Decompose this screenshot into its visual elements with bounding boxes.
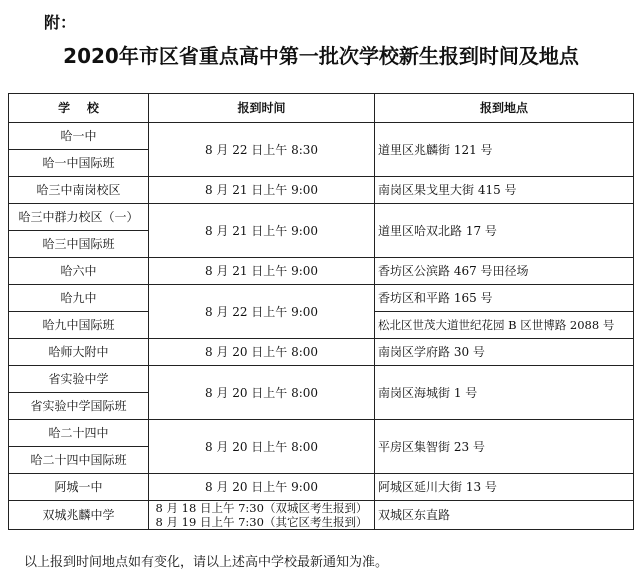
header-location: 报到地点 [375, 94, 634, 123]
school-cell: 省实验中学 [9, 366, 149, 393]
table-row [9, 258, 634, 285]
location-cell: 松北区世茂大道世纪花园 B 区世博路 2088 号 [375, 312, 634, 339]
time-cell: 8 月 21 日上午 9:00 [149, 204, 375, 258]
table-row [9, 177, 634, 204]
location-cell: 香坊区公滨路 467 号田径场 [375, 258, 634, 285]
school-cell: 哈一中 [9, 123, 149, 150]
time-cell: 8 月 20 日上午 9:00 [149, 474, 375, 501]
header-school: 学 校 [9, 94, 149, 123]
document-title: 2020年市区省重点高中第一批次学校新生报到时间及地点 [63, 44, 579, 68]
time-cell: 8 月 21 日上午 9:00 [149, 177, 375, 204]
school-cell: 双城兆麟中学 [9, 501, 149, 530]
time-line: 8 月 19 日上午 7:30（其它区考生报到） [155, 515, 368, 529]
time-cell [149, 501, 375, 530]
location-cell: 南岗区海城街 1 号 [375, 366, 634, 420]
school-cell: 哈三中群力校区（一） [9, 204, 149, 231]
attachment-label: 附： [44, 13, 77, 32]
school-cell: 省实验中学国际班 [9, 393, 149, 420]
time-cell: 8 月 22 日上午 9:00 [149, 285, 375, 339]
time-line: 8 月 18 日上午 7:30（双城区考生报到） [155, 501, 368, 515]
school-cell: 哈一中国际班 [9, 150, 149, 177]
time-cell: 8 月 21 日上午 9:00 [149, 258, 375, 285]
school-cell: 哈二十四中国际班 [9, 447, 149, 474]
table-header-row [9, 94, 634, 123]
location-cell: 香坊区和平路 165 号 [375, 285, 634, 312]
table-row [9, 366, 634, 393]
time-cell: 8 月 20 日上午 8:00 [149, 420, 375, 474]
school-cell: 哈三中国际班 [9, 231, 149, 258]
table-row [9, 339, 634, 366]
registration-schedule-table [8, 93, 634, 530]
table-row [9, 474, 634, 501]
school-cell: 阿城一中 [9, 474, 149, 501]
school-cell: 哈九中国际班 [9, 312, 149, 339]
table-row [9, 204, 634, 231]
table-row [9, 501, 634, 530]
footnote: 以上报到时间地点如有变化，请以上述高中学校最新通知为准。 [24, 555, 389, 570]
location-cell: 平房区集智街 23 号 [375, 420, 634, 474]
school-cell: 哈二十四中 [9, 420, 149, 447]
time-cell: 8 月 20 日上午 8:00 [149, 339, 375, 366]
school-cell: 哈六中 [9, 258, 149, 285]
table-row [9, 285, 634, 312]
location-cell: 南岗区果戈里大街 415 号 [375, 177, 634, 204]
location-cell: 阿城区延川大街 13 号 [375, 474, 634, 501]
time-cell: 8 月 20 日上午 8:00 [149, 366, 375, 420]
location-cell: 双城区东直路 [375, 501, 634, 530]
location-cell: 南岗区学府路 30 号 [375, 339, 634, 366]
table-row [9, 420, 634, 447]
location-cell: 道里区哈双北路 17 号 [375, 204, 634, 258]
header-time: 报到时间 [149, 94, 375, 123]
location-cell: 道里区兆麟街 121 号 [375, 123, 634, 177]
school-cell: 哈九中 [9, 285, 149, 312]
school-cell: 哈师大附中 [9, 339, 149, 366]
table-row [9, 123, 634, 150]
time-cell: 8 月 22 日上午 8:30 [149, 123, 375, 177]
school-cell: 哈三中南岗校区 [9, 177, 149, 204]
